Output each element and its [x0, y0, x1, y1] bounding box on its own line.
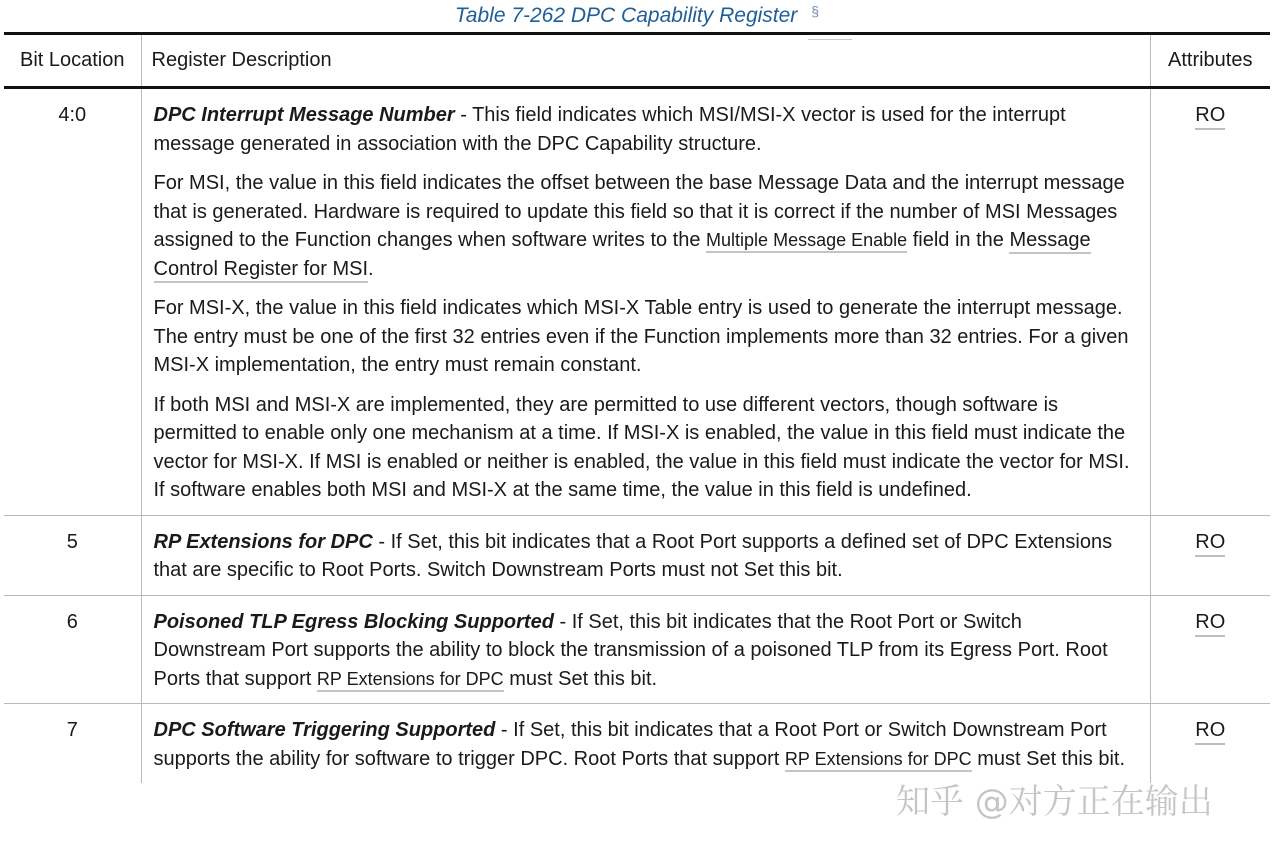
field-reference-link[interactable]: Multiple Message Enable	[706, 230, 907, 253]
header-attributes: Attributes	[1150, 34, 1270, 88]
description-paragraph	[154, 169, 1138, 283]
description-paragraph	[154, 608, 1138, 694]
field-intro: - If Set, this bit indicates that a Root Port supports a defined set of DPC Extensions that are specific to Root Ports. Switch Downstream Ports must not Set this bit.	[153, 530, 1113, 581]
description-paragraph: If both MSI and MSI-X are implemented, they are permitted to use different vectors, though software is permitted to enable only one mechanism at a time. If MSI-X is enabled, the value in this field must indicate the vector for MSI-X. If MSI is enabled or neither is enabled, the value in this field must indicate the vector for MSI. If software enables both MSI and MSI-X at the same time, the value in this field is undefined.	[153, 393, 1130, 501]
register-reference-link[interactable]: Message Control Register for MSI	[154, 229, 1091, 283]
attribute-link[interactable]: RO	[1195, 719, 1225, 745]
register-description	[141, 88, 1150, 516]
attribute-cell	[1150, 515, 1270, 595]
paragraph-text: For MSI, the value in this field indicates the offset between the base Message Data and the interrupt message that is generated. Hardware is required to update this field so that it is correct if the number of MSI Messages assigned to the Function changes when software writes to the	[153, 172, 1125, 251]
header-row	[4, 34, 1270, 88]
table-row	[4, 704, 1270, 784]
bit-location: 4:0	[4, 88, 141, 516]
field-name: Poisoned TLP Egress Blocking Supported	[153, 610, 554, 633]
field-intro: - If Set, this bit indicates that a Root Port or Switch Downstream Port supports the ability for software to trigger DPC. Root Ports that support	[153, 719, 1107, 770]
attribute-cell	[1150, 704, 1270, 784]
paragraph-text: must Set this bit.	[971, 747, 1126, 770]
watermark: 知乎 @对方正在输出	[896, 782, 1213, 822]
bit-location: 7	[4, 704, 141, 784]
field-intro: - If Set, this bit indicates that the Root Port or Switch Downstream Port supports the ability to block the transmission of a poisoned TLP from its Egress Port. Root Ports that support	[153, 610, 1108, 690]
header-bit-location: Bit Location	[4, 34, 141, 88]
paragraph-text: .	[368, 257, 374, 280]
paragraph-text: must Set this bit.	[503, 667, 658, 690]
bit-location: 6	[4, 595, 141, 704]
description-paragraph: For MSI-X, the value in this field indicates which MSI-X Table entry is used to generate the interrupt message. The entry must be one of the first 32 entries even if the Function implements more than 32 entries. For a given MSI-X implementation, the entry must remain constant.	[153, 297, 1129, 376]
attribute-cell	[1150, 595, 1270, 704]
field-reference-link[interactable]: RP Extensions for DPC	[317, 669, 504, 692]
field-name: RP Extensions for DPC	[153, 530, 373, 553]
field-reference-link[interactable]: RP Extensions for DPC	[785, 749, 972, 772]
register-description	[141, 704, 1150, 784]
table-caption	[0, 3, 1274, 28]
header-description: Register Description	[141, 34, 1150, 88]
attribute-link[interactable]: RO	[1195, 611, 1225, 637]
table-row	[4, 88, 1270, 516]
description-paragraph	[154, 528, 1138, 585]
paragraph-text: field in the	[907, 229, 1010, 251]
attribute-cell	[1150, 88, 1270, 516]
field-name: DPC Interrupt Message Number	[153, 104, 455, 126]
register-table	[4, 32, 1270, 783]
field-intro: - This field indicates which MSI/MSI-X vector is used for the interrupt message generated in association with the DPC Capability structure.	[153, 104, 1066, 155]
bit-location: 5	[4, 515, 141, 595]
description-paragraph	[154, 101, 1138, 158]
register-description	[141, 515, 1150, 595]
description-paragraph	[154, 716, 1138, 773]
table-row	[4, 515, 1270, 595]
attribute-link[interactable]: RO	[1195, 104, 1225, 130]
register-description	[141, 595, 1150, 704]
field-name: DPC Software Triggering Supported	[153, 719, 496, 741]
table-title: Table 7-262 DPC Capability Register	[454, 4, 798, 27]
table-row	[4, 595, 1270, 704]
attribute-link[interactable]: RO	[1195, 531, 1225, 557]
section-link[interactable]: §	[811, 3, 820, 19]
